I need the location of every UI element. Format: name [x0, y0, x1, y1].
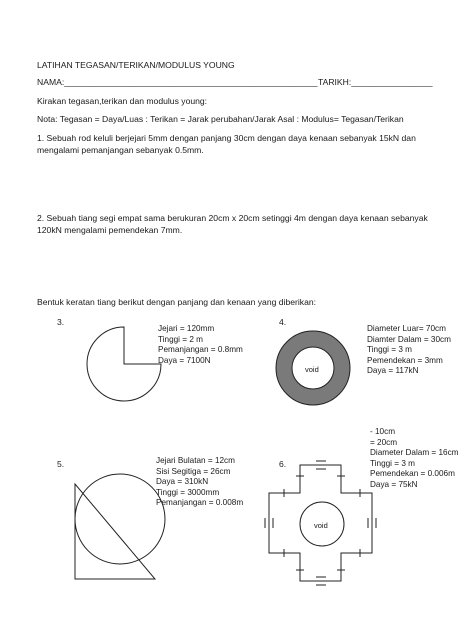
figure-3-number: 3.	[57, 317, 65, 327]
figure-5-line: Tinggi = 3000mm	[156, 487, 220, 497]
figure-4-line: Tinggi = 3 m	[367, 345, 412, 355]
instruction-text: Kirakan tegasan,terikan dan modulus young:	[37, 96, 208, 106]
section-intro: Bentuk keratan tiang berikut dengan panjang dan kenaan yang diberikan:	[37, 297, 317, 307]
figure-4-void-label: void	[305, 365, 319, 374]
figure-6-void-label: void	[314, 521, 328, 530]
figure-5-line: Daya = 310kN	[156, 477, 209, 487]
figure-5-properties	[156, 456, 243, 509]
formula-note: Nota: Tegasan = Daya/Luas : Terikan = Jarak perubahan/Jarak Asal : Modulus= Tegasan/Terikan	[37, 114, 404, 124]
figure-4-number: 4.	[279, 317, 287, 327]
figure-3-properties	[158, 324, 243, 366]
question-2-line-1: 2. Sebuah tiang segi empat sama berukuran 20cm x 20cm setinggi 4m dengan daya kenaan sebanyak	[37, 213, 428, 223]
question-1-line-1: 1. Sebuah rod keluli berjejari 5mm dengan panjang 30cm dengan daya kenaan sebanyak 15kN dan	[37, 133, 416, 143]
figure-6-line: = 20cm	[370, 437, 398, 447]
figure-3-three-quarter-circle	[87, 327, 161, 401]
figure-6-line: Tinggi = 3 m	[370, 458, 415, 468]
figure-4-line: Diameter Luar= 70cm	[367, 324, 446, 333]
figure-4-line: Diamter Dalam = 30cm	[367, 334, 451, 344]
question-2-line-2: 120kN mengalami pemendekan 7mm.	[37, 225, 183, 235]
figure-6-line: Diameter Dalam = 16cm	[370, 448, 459, 458]
figure-3-line: Pemanjangan = 0.8mm	[158, 345, 243, 355]
figure-6-number: 6.	[279, 459, 287, 469]
figure-3-line: Daya = 7100N	[158, 355, 211, 365]
figure-5-triangle	[75, 484, 155, 579]
figure-6-properties	[370, 427, 459, 491]
figure-5-line: Jejari Bulatan = 12cm	[156, 456, 235, 465]
figure-6-line: Pemendekan = 0.006m	[370, 469, 455, 479]
figure-6-line: Daya = 75kN	[370, 479, 418, 489]
figure-5-number: 5.	[57, 459, 65, 469]
figure-3-line: Tinggi = 2 m	[158, 334, 203, 344]
figure-5-line: Pemanjangan = 0.008m	[156, 498, 244, 508]
figure-4-properties	[367, 324, 451, 377]
figure-6-line: - 10cm	[370, 427, 396, 436]
figure-4-line: Daya = 117kN	[367, 366, 419, 376]
figure-3-line: Jejari = 120mm	[158, 324, 215, 333]
name-field: NAMA:_____________________________________________________	[37, 77, 318, 87]
date-field: TARIKH:_________________	[318, 77, 433, 87]
figure-5-circle	[75, 474, 165, 564]
figure-4-line: Pemendekan = 3mm	[367, 355, 443, 365]
worksheet-title: LATIHAN TEGASAN/TERIKAN/MODULUS YOUNG	[37, 60, 235, 70]
question-1-line-2: mengalami pemanjangan sebanyak 0.5mm.	[37, 145, 204, 155]
figure-5-line: Sisi Segitiga = 26cm	[156, 466, 231, 476]
